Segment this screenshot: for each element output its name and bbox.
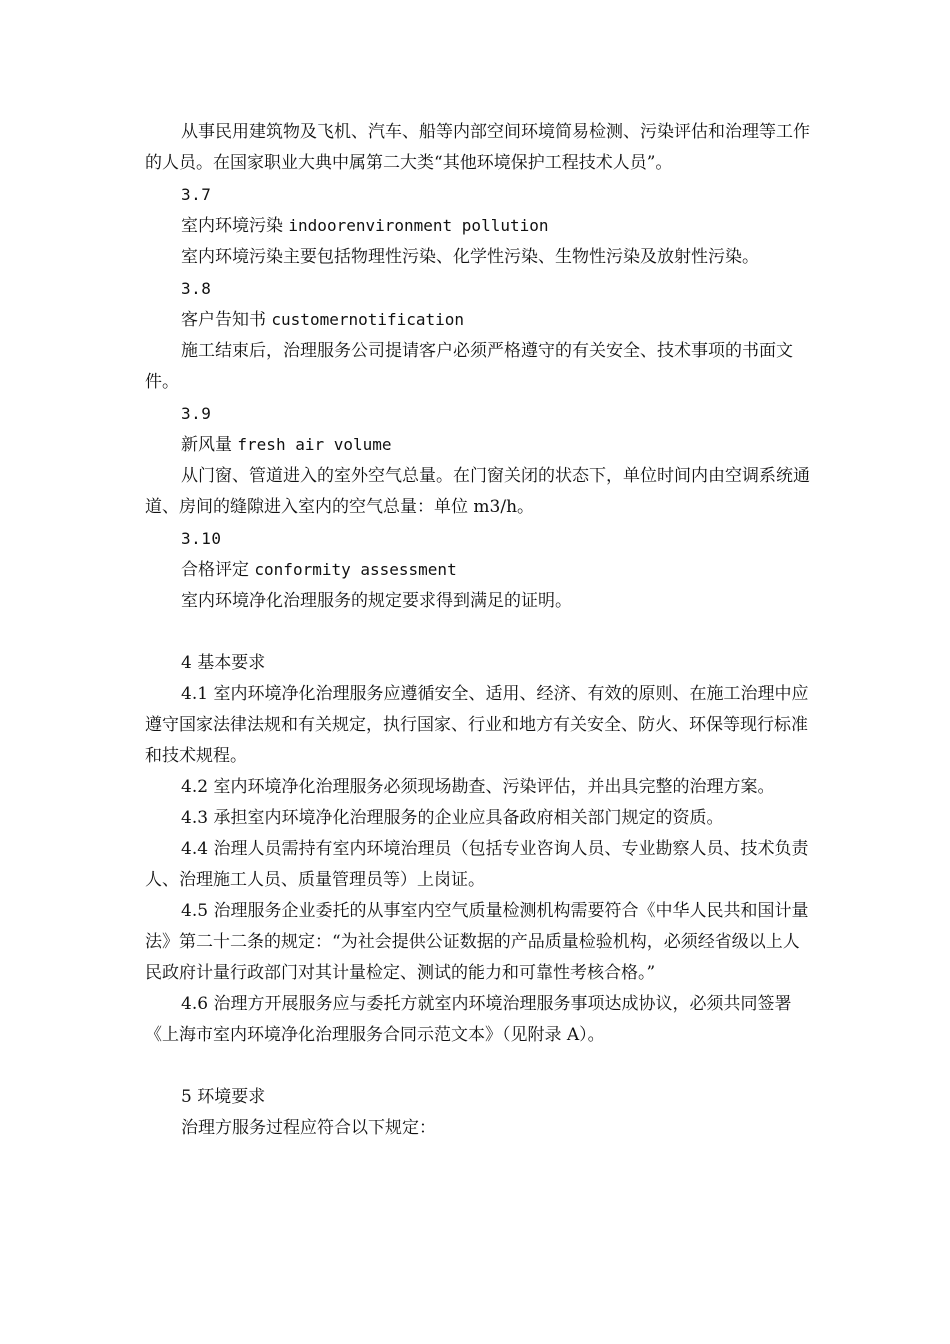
clause-number-3-7: 3.7 <box>181 185 212 204</box>
definition-3-7-text: 室内环境污染主要包括物理性污染、化学性污染、生物性污染及放射性污染。 <box>181 247 759 267</box>
definition-3-8-text: 施工结束后，治理服务公司提请客户必须严格遵守的有关安全、技术事项的书面文件。 <box>145 341 793 392</box>
term-3-9-cn: 新风量 <box>181 435 232 455</box>
definition-3-6-text: 从事民用建筑物及飞机、汽车、船等内部空间环境简易检测、污染评估和治理等工作的人员。在国家职业大典中属第二大类“其他环境保护工程技术人员”。 <box>145 122 810 173</box>
clause-4-3: 4.3 承担室内环境净化治理服务的企业应具备政府相关部门规定的资质。 <box>181 808 724 828</box>
term-3-10 <box>145 554 815 586</box>
clause-4-6: 4.6 治理方开展服务应与委托方就室内环境治理服务事项达成协议，必须共同签署《上海市室内环境净化治理服务合同示范文本》（见附录 A）。 <box>145 994 792 1045</box>
term-3-8-cn: 客户告知书 <box>181 310 266 330</box>
clause-4-1: 4.1 室内环境净化治理服务应遵循安全、适用、经济、有效的原则、在施工治理中应遵守国家法律法规和有关规定，执行国家、行业和地方有关安全、防火、环保等现行标准和技术规程。 <box>145 684 809 766</box>
term-3-7-cn: 室内环境污染 <box>181 216 283 236</box>
term-3-10-cn: 合格评定 <box>181 560 249 580</box>
term-3-9 <box>145 429 815 461</box>
section-5-heading: 5 环境要求 <box>181 1087 266 1107</box>
clause-4-5: 4.5 治理服务企业委托的从事室内空气质量检测机构需要符合《中华人民共和国计量法》第二十二条的规定：“为社会提供公证数据的产品质量检验机构，必须经省级以上人民政府计量行政部门对其计量检定、测试的能力和可靠性考核合格。” <box>145 901 809 983</box>
definition-3-9-text: 从门窗、管道进入的室外空气总量。在门窗关闭的状态下，单位时间内由空调系统通道、房间的缝隙进入室内的空气总量：单位 m3/h。 <box>145 466 810 517</box>
clause-4-2: 4.2 室内环境净化治理服务必须现场勘查、污染评估，并出具完整的治理方案。 <box>181 777 775 797</box>
section-5-intro: 治理方服务过程应符合以下规定： <box>181 1118 436 1138</box>
clause-number-3-8: 3.8 <box>181 279 212 298</box>
clause-number-3-9: 3.9 <box>181 404 212 423</box>
clause-number-3-10: 3.10 <box>181 529 222 548</box>
section-gap <box>145 1051 815 1082</box>
term-3-8 <box>145 304 815 336</box>
definition-3-10-text: 室内环境净化治理服务的规定要求得到满足的证明。 <box>181 591 572 611</box>
clause-4-4: 4.4 治理人员需持有室内环境治理员（包括专业咨询人员、专业勘察人员、技术负责人、治理施工人员、质量管理员等）上岗证。 <box>145 839 809 890</box>
term-3-8-en: customernotification <box>271 310 465 329</box>
section-4-heading: 4 基本要求 <box>181 653 266 673</box>
term-3-9-en: fresh air volume <box>237 435 392 454</box>
term-3-7-en: indoorenvironment pollution <box>288 216 549 235</box>
section-gap <box>145 617 815 648</box>
term-3-7 <box>145 210 815 242</box>
term-3-10-en: conformity assessment <box>254 560 457 579</box>
document-page <box>145 117 815 1144</box>
